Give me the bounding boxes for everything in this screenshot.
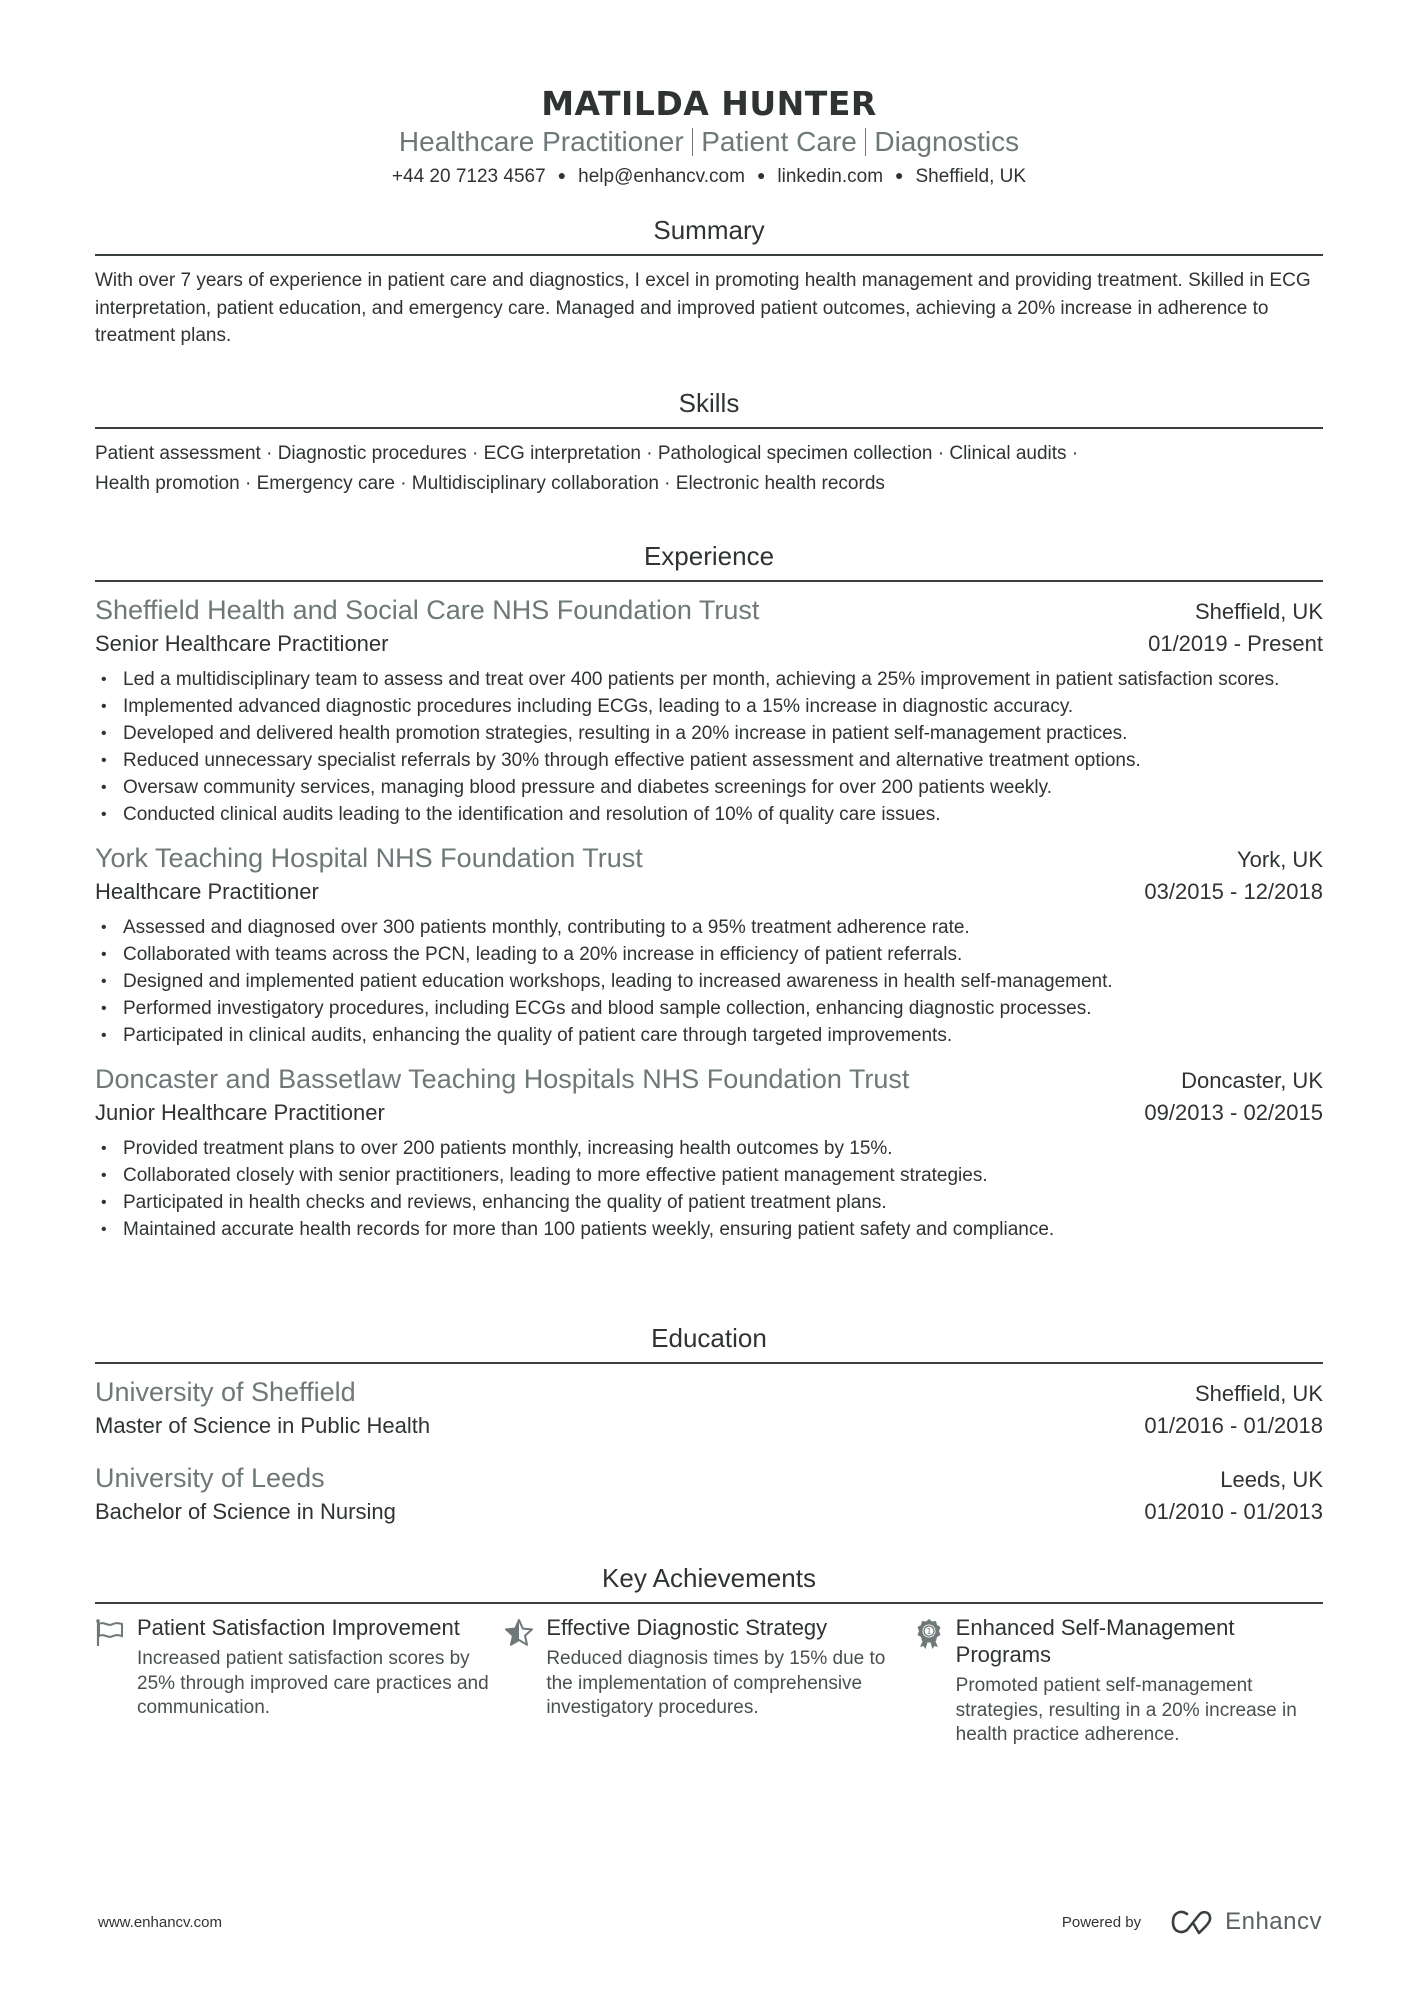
company-name: York Teaching Hospital NHS Foundation Trust (95, 843, 643, 873)
enhancv-brand: Enhancv (1225, 1908, 1322, 1935)
education-entry (95, 1374, 1323, 1442)
school-location: Leeds, UK (1220, 1467, 1323, 1492)
summary-section (95, 214, 1323, 350)
company-name: Sheffield Health and Social Care NHS Foundation Trust (95, 595, 760, 625)
contact-linkedin[interactable]: linkedin.com (777, 166, 884, 187)
section-divider (95, 1602, 1323, 1604)
achievement-description: Promoted patient self-management strategies, resulting in a 20% increase in health practice adherence. (955, 1675, 1297, 1745)
section-divider (95, 427, 1323, 429)
skills-section (95, 387, 1323, 499)
bullet-separator: ● (895, 167, 904, 183)
job-role: Junior Healthcare Practitioner (95, 1100, 385, 1125)
education-entry (95, 1460, 1323, 1528)
job-dates: 03/2015 - 12/2018 (1144, 879, 1323, 904)
degree: Bachelor of Science in Nursing (95, 1499, 396, 1524)
resume-header (95, 0, 1323, 190)
award-medal-icon (914, 1614, 956, 1748)
section-heading: Education (651, 1323, 767, 1353)
education-dates: 01/2016 - 01/2018 (1144, 1413, 1323, 1438)
bullet-item: • Oversaw community services, managing blood pressure and diabetes screenings for over 200 patients weekly. (95, 774, 1323, 801)
bullet-item: • Implemented advanced diagnostic procedures including ECGs, leading to a 15% increase in diagnostic accuracy. (95, 693, 1323, 720)
experience-entry (95, 1061, 1323, 1243)
job-location: Doncaster, UK (1181, 1068, 1323, 1093)
section-heading: Experience (643, 541, 775, 571)
achievement-title: Effective Diagnostic Strategy (546, 1615, 828, 1640)
section-divider (95, 580, 1323, 582)
bullet-item: • Participated in clinical audits, enhancing the quality of patient care through targeted improvements. (95, 1022, 1323, 1049)
star-icon (504, 1614, 546, 1748)
bullet-item: • Collaborated with teams across the PCN, leading to a 20% increase in efficiency of patient referrals. (95, 941, 1323, 968)
school-name: University of Sheffield (95, 1377, 356, 1407)
title-separator (865, 128, 867, 156)
footer-website-link[interactable]: www.enhancv.com (98, 1913, 222, 1931)
section-heading: Key Achievements (602, 1563, 816, 1593)
candidate-name: MATILDA HUNTER (541, 84, 877, 123)
section-divider (95, 1362, 1323, 1364)
bullet-separator: ● (756, 167, 766, 183)
school-location: Sheffield, UK (1194, 1381, 1323, 1406)
experience-section (95, 540, 1323, 1243)
achievement-description: Reduced diagnosis times by 15% due to the implementation of comprehensive investigatory procedures. (546, 1648, 886, 1718)
education-dates: 01/2010 - 01/2013 (1144, 1499, 1323, 1524)
achievement-card (914, 1614, 1323, 1748)
achievement-card (95, 1614, 504, 1748)
skills-line: Health promotion · Emergency care · Multidisciplinary collaboration · Electronic health records (95, 473, 885, 494)
job-dates: 01/2019 - Present (1148, 631, 1323, 656)
bullet-item: • Collaborated closely with senior practitioners, leading to more effective patient management strategies. (95, 1162, 1323, 1189)
achievement-title: Patient Satisfaction Improvement (137, 1615, 460, 1640)
resume-page (95, 0, 1323, 1745)
job-dates: 09/2013 - 02/2015 (1144, 1100, 1323, 1125)
powered-by-label: Powered by (1061, 1913, 1142, 1931)
education-section (95, 1322, 1323, 1528)
page-footer (98, 1908, 1322, 1936)
bullet-item: • Maintained accurate health records for more than 100 patients weekly, ensuring patient safety and compliance. (95, 1216, 1323, 1243)
title-part: Healthcare Practitioner (398, 126, 684, 157)
job-role: Senior Healthcare Practitioner (95, 631, 389, 656)
candidate-title (95, 124, 1323, 160)
contact-line (95, 162, 1323, 190)
achievement-bullets (95, 666, 1323, 828)
bullet-item: • Conducted clinical audits leading to the identification and resolution of 10% of quality care issues. (95, 801, 1323, 828)
achievement-title: Enhanced Self-Management Programs (955, 1615, 1235, 1667)
section-heading: Summary (653, 215, 765, 245)
svg-text:1: 1 (926, 1627, 932, 1636)
title-separator (692, 128, 694, 156)
achievement-description: Increased patient satisfaction scores by 25% through improved care practices and communication. (137, 1648, 489, 1718)
bullet-item: • Reduced unnecessary specialist referrals by 30% through effective patient assessment and alternative treatment options. (95, 747, 1323, 774)
section-divider (95, 254, 1323, 256)
key-achievements-section (95, 1562, 1323, 1748)
flag-icon (95, 1614, 137, 1748)
experience-entry (95, 592, 1323, 828)
powered-by (1062, 1908, 1322, 1936)
skills-line: Patient assessment · Diagnostic procedures · ECG interpretation · Pathological specimen collection · Clinical audits · (95, 443, 1079, 464)
summary-text: With over 7 years of experience in patient care and diagnostics, I excel in promoting health management and providing treatment. Skilled in ECG interpretation, patient education, and emergency care. Managed and improved patient outcomes, achieving a 20% increase in adherence to treatment plans. (95, 270, 1311, 346)
school-name: University of Leeds (95, 1463, 325, 1493)
job-location: York, UK (1236, 847, 1323, 872)
job-location: Sheffield, UK (1194, 599, 1323, 624)
title-part: Diagnostics (874, 126, 1020, 157)
contact-phone: +44 20 7123 4567 (391, 166, 546, 187)
bullet-item: • Participated in health checks and reviews, enhancing the quality of patient treatment plans. (95, 1189, 1323, 1216)
contact-location: Sheffield, UK (915, 166, 1027, 187)
title-part: Patient Care (701, 126, 857, 157)
bullet-item: • Assessed and diagnosed over 300 patients monthly, contributing to a 95% treatment adherence rate. (95, 914, 1323, 941)
achievement-bullets (95, 1135, 1323, 1243)
job-role: Healthcare Practitioner (95, 879, 319, 904)
contact-email[interactable]: help@enhancv.com (578, 166, 745, 187)
company-name: Doncaster and Bassetlaw Teaching Hospitals NHS Foundation Trust (95, 1064, 910, 1094)
section-heading: Skills (678, 388, 740, 418)
bullet-item: • Provided treatment plans to over 200 patients monthly, increasing health outcomes by 15%. (95, 1135, 1323, 1162)
achievements-grid (95, 1614, 1323, 1748)
achievement-bullets (95, 914, 1323, 1049)
bullet-item: • Performed investigatory procedures, including ECGs and blood sample collection, enhancing diagnostic processes. (95, 995, 1323, 1022)
skills-list (95, 439, 1323, 499)
bullet-item: • Led a multidisciplinary team to assess and treat over 400 patients per month, achieving a 25% improvement in patient satisfaction scores. (95, 666, 1323, 693)
experience-entry (95, 840, 1323, 1049)
achievement-card (504, 1614, 913, 1748)
degree: Master of Science in Public Health (95, 1413, 431, 1438)
bullet-item: • Designed and implemented patient education workshops, leading to increased awareness in health self-management. (95, 968, 1323, 995)
enhancv-logo-icon (1169, 1909, 1217, 1935)
enhancv-logo[interactable] (1169, 1908, 1322, 1936)
bullet-separator: ● (557, 167, 567, 183)
bullet-item: • Developed and delivered health promotion strategies, resulting in a 20% increase in patient self-management practices. (95, 720, 1323, 747)
